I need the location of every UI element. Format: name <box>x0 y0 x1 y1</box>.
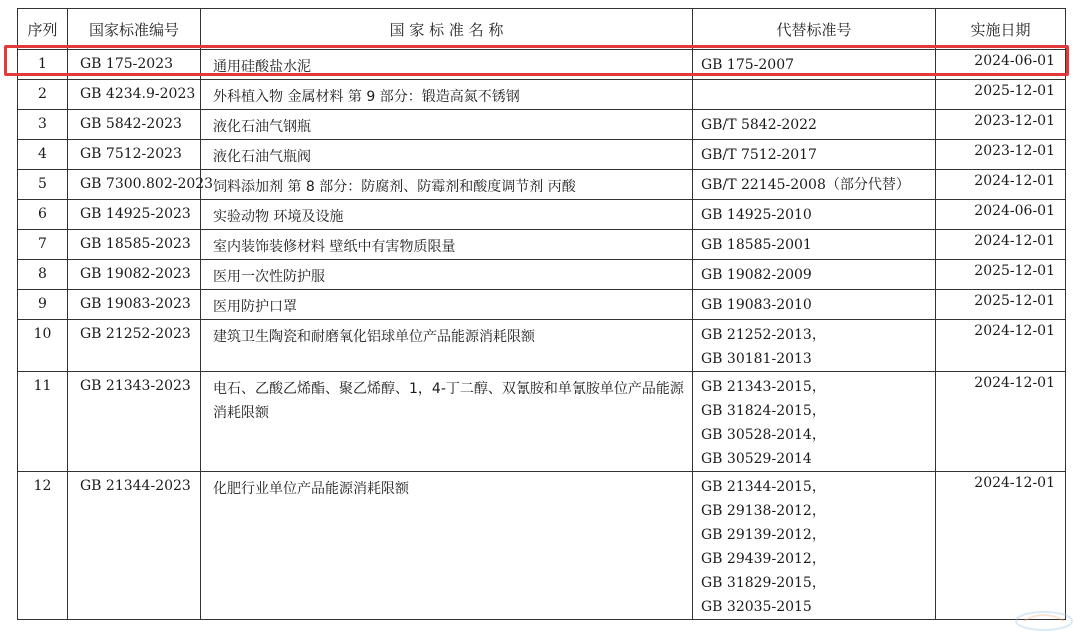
table-row <box>18 260 1066 290</box>
row-seq: 1 <box>18 50 68 80</box>
header-seq: 序列 <box>18 9 68 50</box>
row-name: 饲料添加剂 第 8 部分：防腐剂、防霉剂和酸度调节剂 丙酸 <box>201 170 693 200</box>
replaces-item: GB 29139-2012， <box>701 527 826 543</box>
row-code: GB 5842-2023 <box>68 110 201 140</box>
replaces-item: GB/T 7512-2017 <box>701 147 817 163</box>
replaces-item: GB 30528-2014， <box>701 427 826 443</box>
row-seq: 2 <box>18 80 68 110</box>
replaces-item: GB 21343-2015， <box>701 379 826 395</box>
replaces-item: GB/T 22145-2008（部分代替） <box>701 177 910 193</box>
table-header-row <box>18 9 1066 50</box>
replaces-item: GB 18585-2001 <box>701 237 812 253</box>
row-code: GB 21344-2023 <box>68 472 201 620</box>
replaces-item: GB 30529-2014 <box>701 451 812 467</box>
row-name: 实验动物 环境及设施 <box>201 200 693 230</box>
standards-table <box>17 8 1066 620</box>
row-code: GB 14925-2023 <box>68 200 201 230</box>
header-replaces: 代替标准号 <box>693 9 936 50</box>
replaces-item: GB 29439-2012， <box>701 551 826 567</box>
row-date: 2023-12-01 <box>936 140 1066 170</box>
replaces-item: GB 19082-2009 <box>701 267 812 283</box>
row-date: 2025-12-01 <box>936 260 1066 290</box>
row-replaces <box>693 290 936 320</box>
row-name: 通用硅酸盐水泥 <box>201 50 693 80</box>
row-date: 2024-06-01 <box>936 200 1066 230</box>
row-code: GB 7300.802-2023 <box>68 170 201 200</box>
row-seq: 11 <box>18 372 68 472</box>
row-seq: 6 <box>18 200 68 230</box>
row-name: 外科植入物 金属材料 第 9 部分：锻造高氮不锈钢 <box>201 80 693 110</box>
table-row <box>18 472 1066 620</box>
header-code: 国家标准编号 <box>68 9 201 50</box>
replaces-item: GB 175-2007 <box>701 57 795 73</box>
row-date: 2025-12-01 <box>936 80 1066 110</box>
row-code: GB 18585-2023 <box>68 230 201 260</box>
watermark-logo <box>1014 609 1074 631</box>
row-replaces <box>693 260 936 290</box>
row-code: GB 19082-2023 <box>68 260 201 290</box>
row-replaces <box>693 140 936 170</box>
row-name: 医用防护口罩 <box>201 290 693 320</box>
row-replaces <box>693 110 936 140</box>
table-row <box>18 320 1066 372</box>
replaces-item: GB 31829-2015， <box>701 575 826 591</box>
row-seq: 10 <box>18 320 68 372</box>
row-code: GB 4234.9-2023 <box>68 80 201 110</box>
table-row <box>18 110 1066 140</box>
table-row <box>18 230 1066 260</box>
replaces-item: GB 21344-2015， <box>701 479 826 495</box>
replaces-item: GB 14925-2010 <box>701 207 812 223</box>
row-code: GB 7512-2023 <box>68 140 201 170</box>
row-date: 2024-12-01 <box>936 230 1066 260</box>
replaces-item: GB 30181-2013 <box>701 351 812 367</box>
row-seq: 12 <box>18 472 68 620</box>
row-seq: 4 <box>18 140 68 170</box>
header-date: 实施日期 <box>936 9 1066 50</box>
row-seq: 8 <box>18 260 68 290</box>
row-seq: 5 <box>18 170 68 200</box>
highlight-box <box>4 45 1069 76</box>
row-code: GB 19083-2023 <box>68 290 201 320</box>
table-row <box>18 200 1066 230</box>
row-seq: 7 <box>18 230 68 260</box>
row-replaces <box>693 200 936 230</box>
replaces-item: GB 21252-2013， <box>701 327 826 343</box>
row-name: 室内装饰装修材料 壁纸中有害物质限量 <box>201 230 693 260</box>
row-name: 电石、乙酸乙烯酯、聚乙烯醇、1，4-丁二醇、双氰胺和单氰胺单位产品能源消耗限额 <box>201 372 693 472</box>
row-code: GB 21252-2023 <box>68 320 201 372</box>
row-replaces <box>693 472 936 620</box>
row-replaces <box>693 230 936 260</box>
row-date: 2024-06-01 <box>936 50 1066 80</box>
replaces-item: GB 19083-2010 <box>701 297 812 313</box>
row-code: GB 175-2023 <box>68 50 201 80</box>
row-date: 2023-12-01 <box>936 110 1066 140</box>
row-name: 建筑卫生陶瓷和耐磨氧化铝球单位产品能源消耗限额 <box>201 320 693 372</box>
row-name: 化肥行业单位产品能源消耗限额 <box>201 472 693 620</box>
row-replaces <box>693 170 936 200</box>
row-seq: 3 <box>18 110 68 140</box>
row-name: 液化石油气瓶阀 <box>201 140 693 170</box>
table-row <box>18 372 1066 472</box>
row-name: 液化石油气钢瓶 <box>201 110 693 140</box>
row-name: 医用一次性防护服 <box>201 260 693 290</box>
table-row <box>18 290 1066 320</box>
replaces-item: GB 29138-2012， <box>701 503 826 519</box>
row-date: 2025-12-01 <box>936 290 1066 320</box>
replaces-item: GB/T 5842-2022 <box>701 117 817 133</box>
row-date: 2024-12-01 <box>936 320 1066 372</box>
row-replaces <box>693 80 936 110</box>
row-replaces <box>693 372 936 472</box>
table-row <box>18 170 1066 200</box>
row-replaces <box>693 320 936 372</box>
table-row <box>18 140 1066 170</box>
row-date: 2024-12-01 <box>936 472 1066 620</box>
row-date: 2024-12-01 <box>936 170 1066 200</box>
table-row <box>18 80 1066 110</box>
header-name: 国 家 标 准 名 称 <box>201 9 693 50</box>
replaces-item: GB 31824-2015， <box>701 403 826 419</box>
row-seq: 9 <box>18 290 68 320</box>
row-date: 2024-12-01 <box>936 372 1066 472</box>
replaces-item: GB 32035-2015 <box>701 599 812 615</box>
row-code: GB 21343-2023 <box>68 372 201 472</box>
